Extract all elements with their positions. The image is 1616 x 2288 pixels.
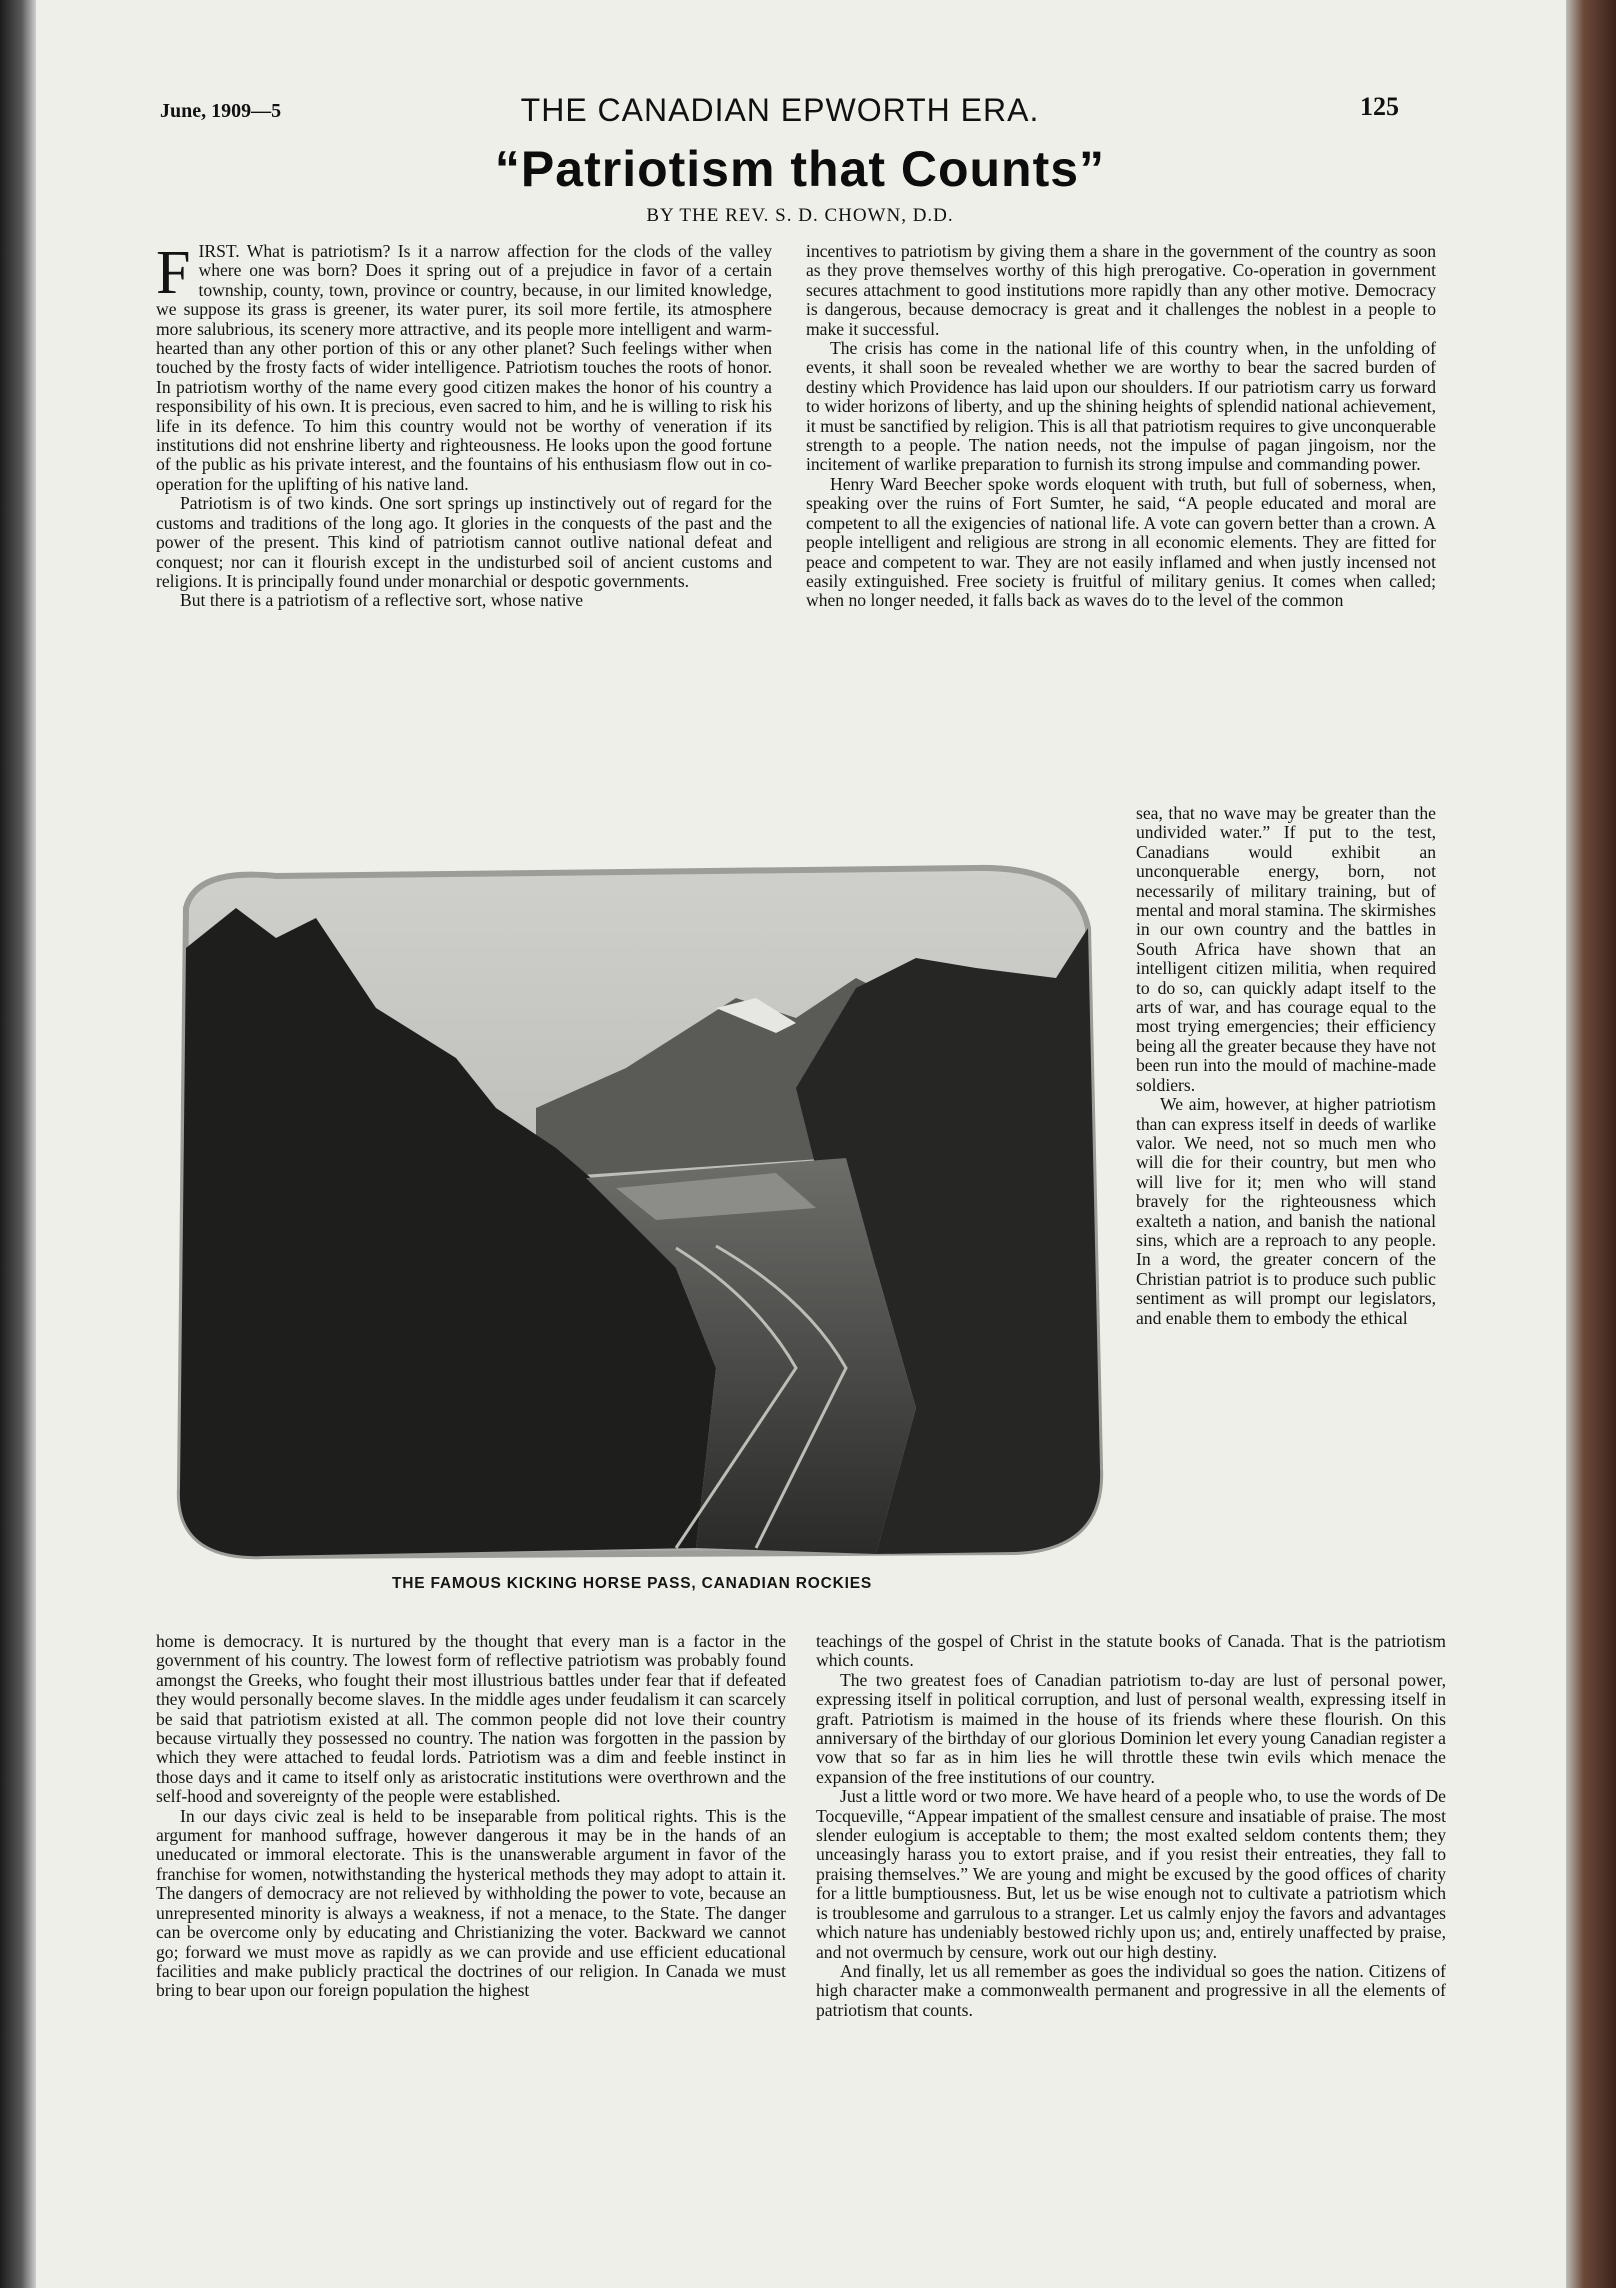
photo-caption: THE FAMOUS KICKING HORSE PASS, CANADIAN ROCKIES: [392, 1575, 872, 1592]
article-title: “Patriotism that Counts”: [494, 141, 1106, 197]
book-binding-left: [0, 0, 36, 2288]
paragraph: The crisis has come in the national life of this country when, in the unfolding of events, it shall soon be revealed whether we are worthy to bear the sacred burden of destiny which Providence has laid upon our shoulders. If our patriotism carry us forward to wider horizons of liberty, and up the shining heights of splendid national achievement, it must be sanctified by religion. This is all that patriotism requires to give unconquerable strength to a people. The nation needs, not the impulse of pagan jingoism, nor the incitement of warlike preparation to furnish its strong impulse and commanding power.: [806, 338, 1436, 475]
magazine-title: THE CANADIAN EPWORTH ERA.: [520, 92, 1040, 128]
paragraph: We aim, however, at higher patriotism than can express itself in deeds of warlike valor. We need, not so much men who will die for their country, but men who will live for it; men who will stand bravely for the righteousness which exalteth a nation, and banish the national sins, which are a reproach to any people. In a word, the greater concern of the Christian patriot is to produce such public sentiment as will prompt our legislators, and enable them to embody the ethical: [1136, 1094, 1436, 1328]
drop-cap: F: [156, 239, 191, 307]
paragraph: In our days civic zeal is held to be inseparable from political rights. This is the argument for manhood suffrage, however dangerous it may be in the hands of an uneducated or immoral electorate. This is the unanswerable argument in favor of the franchise for women, notwithstanding the hysterical methods they may adopt to attain it. The dangers of democracy are not relieved by withholding the power to vote, because an unrepresented minority is always a weakness, if not a menace, to the State. The danger can be overcome only by educating and Christianizing the voter. Backward we cannot go; forward we must move as rapidly as we can provide and use efficient educational facilities and make publicly practical the doctrines of our religion. In Canada we must bring to bear upon our foreign population the highest: [156, 1805, 786, 2001]
paragraph: Henry Ward Beecher spoke words eloquent with truth, but full of soberness, when, speaking over the ruins of Fort Sumter, he said, “A people educated and moral are competent to all the exigencies of national life. A vote can govern better than a crown. A people intelligent and religious are strong in all economic elements. They are fitted for peace and competent to war. They are not easily inflamed and when justly incensed not easily extinguished. Free society is fruitful of military genius. It comes when called; when no longer needed, it falls back as waves do to the level of the common: [806, 473, 1436, 611]
paragraph: incentives to patriotism by giving them a share in the government of the country as soon as they prove themselves worthy of this high prerogative. Co-operation in government secures attachment to good institutions more rapidly than any other motive. Democracy is dangerous, because democracy is great and it challenges the noblest in a people to make it successful.: [806, 241, 1436, 339]
paragraph: home is democracy. It is nurtured by the thought that every man is a factor in the government of his country. The lowest form of reflective patriotism was probably found amongst the Greeks, who fought their most illustrious battles under fear that if defeated they would personally become slaves. In the middle ages under feudalism it can scarcely be said that patriotism existed at all. The common people did not love their country because virtually they possessed no country. The nation was forgotten in the passion by which they were attached to feudal lords. Patriotism was a dim and feeble instinct in those days and it came to itself only as aristocratic institutions were overthrown and the self-hood and sovereignty of the people were established.: [156, 1631, 786, 1807]
paragraph: Patriotism is of two kinds. One sort springs up instinctively out of regard for the customs and traditions of the long ago. It glories in the conquests of the past and the power of the present. This kind of patriotism cannot outlive national defeat and conquest; nor can it flourish except in the undisturbed soil of ancient customs and religions. It is principally found under monarchial or despotic governments.: [156, 493, 772, 591]
paragraph: teachings of the gospel of Christ in the statute books of Canada. That is the patriotism which counts.: [816, 1631, 1446, 1671]
paragraph: And finally, let us all remember as goes the individual so goes the nation. Citizens of high character make a commonwealth permanent and progressive in all the elements of patriotism that counts.: [816, 1960, 1446, 2020]
text-column-2: [806, 242, 1436, 611]
paragraph: Just a little word or two more. We have heard of a people who, to use the words of De Tocqueville, “Appear impatient of the smallest censure and insatiable of praise. The most slender eulogium is acceptable to them; the most exalted seldom contents them; they unceasingly harass you to extort praise, and if you resist their entreaties, they fall to praising themselves.” We are young and might be excused by the good offices of charity for a little bumptiousness. But, let us be wise enough not to cultivate a patriotism which is troublesome and garrulous to a stranger. Let us calmly enjoy the favors and advantages which nature has undeniably bestowed richly upon us; and, entirely unaffected by praise, and not overmuch by censure, work out our high destiny.: [816, 1786, 1446, 1962]
issue-date: June, 1909—5: [160, 100, 282, 122]
book-binding-right: [1566, 0, 1616, 2288]
page-number: 125: [1360, 92, 1399, 121]
article-byline: BY THE REV. S. D. CHOWN, D.D.: [646, 205, 954, 226]
text-column-beside-photo: [1136, 804, 1436, 1328]
paragraph: FIRST. What is patriotism? Is it a narrow affection for the clods of the valley where one was born? Does it spring out of a prejudice in favor of a certain township, county, town, province or country, because, in our limited knowledge, we suppose its grass is greener, its water purer, its soil more fertile, its atmosphere more salubrious, its scenery more attractive, and its people more intelligent and warm-hearted than any other portion of this or any other planet? Such feelings wither when touched by the frosty facts of wider intelligence. Patriotism touches the roots of honor. In patriotism worthy of the name every good citizen makes the honor of his country a responsibility of his own. It is precious, even sacred to him, and he is willing to risk his life in its defence. To him this country would not be worthy of veneration if its institutions did not enshrine liberty and righteousness. He looks upon the good fortune of the public as his private interest, and the fountains of his enthusiasm flow out in co-operation for the uplifting of his native land.: [156, 239, 772, 494]
text-column-1: [156, 239, 772, 611]
paragraph: sea, that no wave may be greater than the undivided water.” If put to the test, Canadians would exhibit an unconquerable energy, born, not necessarily of military training, but of mental and moral stamina. The skirmishes in our own country and the battles in South Africa have shown that an intelligent citizen militia, when required to do so, can quickly adapt itself to the arts of war, and has courage equal to the most trying emergencies; their efficiency being all the greater because they have not been run into the mould of machine-made soldiers.: [1136, 803, 1436, 1095]
text-column-3: [156, 1632, 786, 2001]
paragraph: The two greatest foes of Canadian patriotism to-day are lust of personal power, expressing itself in political corruption, and lust of personal wealth, expressing itself in graft. Patriotism is maimed in the house of its friends where these flourish. On this anniversary of the birthday of our glorious Dominion let every young Canadian register a vow that so far as in him lies he will throttle these twin evils which menace the expansion of the free institutions of our country.: [816, 1669, 1446, 1787]
mountain-pass-photo: [156, 848, 1108, 1566]
paragraph: But there is a patriotism of a reflective sort, whose native: [180, 590, 584, 611]
text-column-4: [816, 1632, 1446, 2020]
